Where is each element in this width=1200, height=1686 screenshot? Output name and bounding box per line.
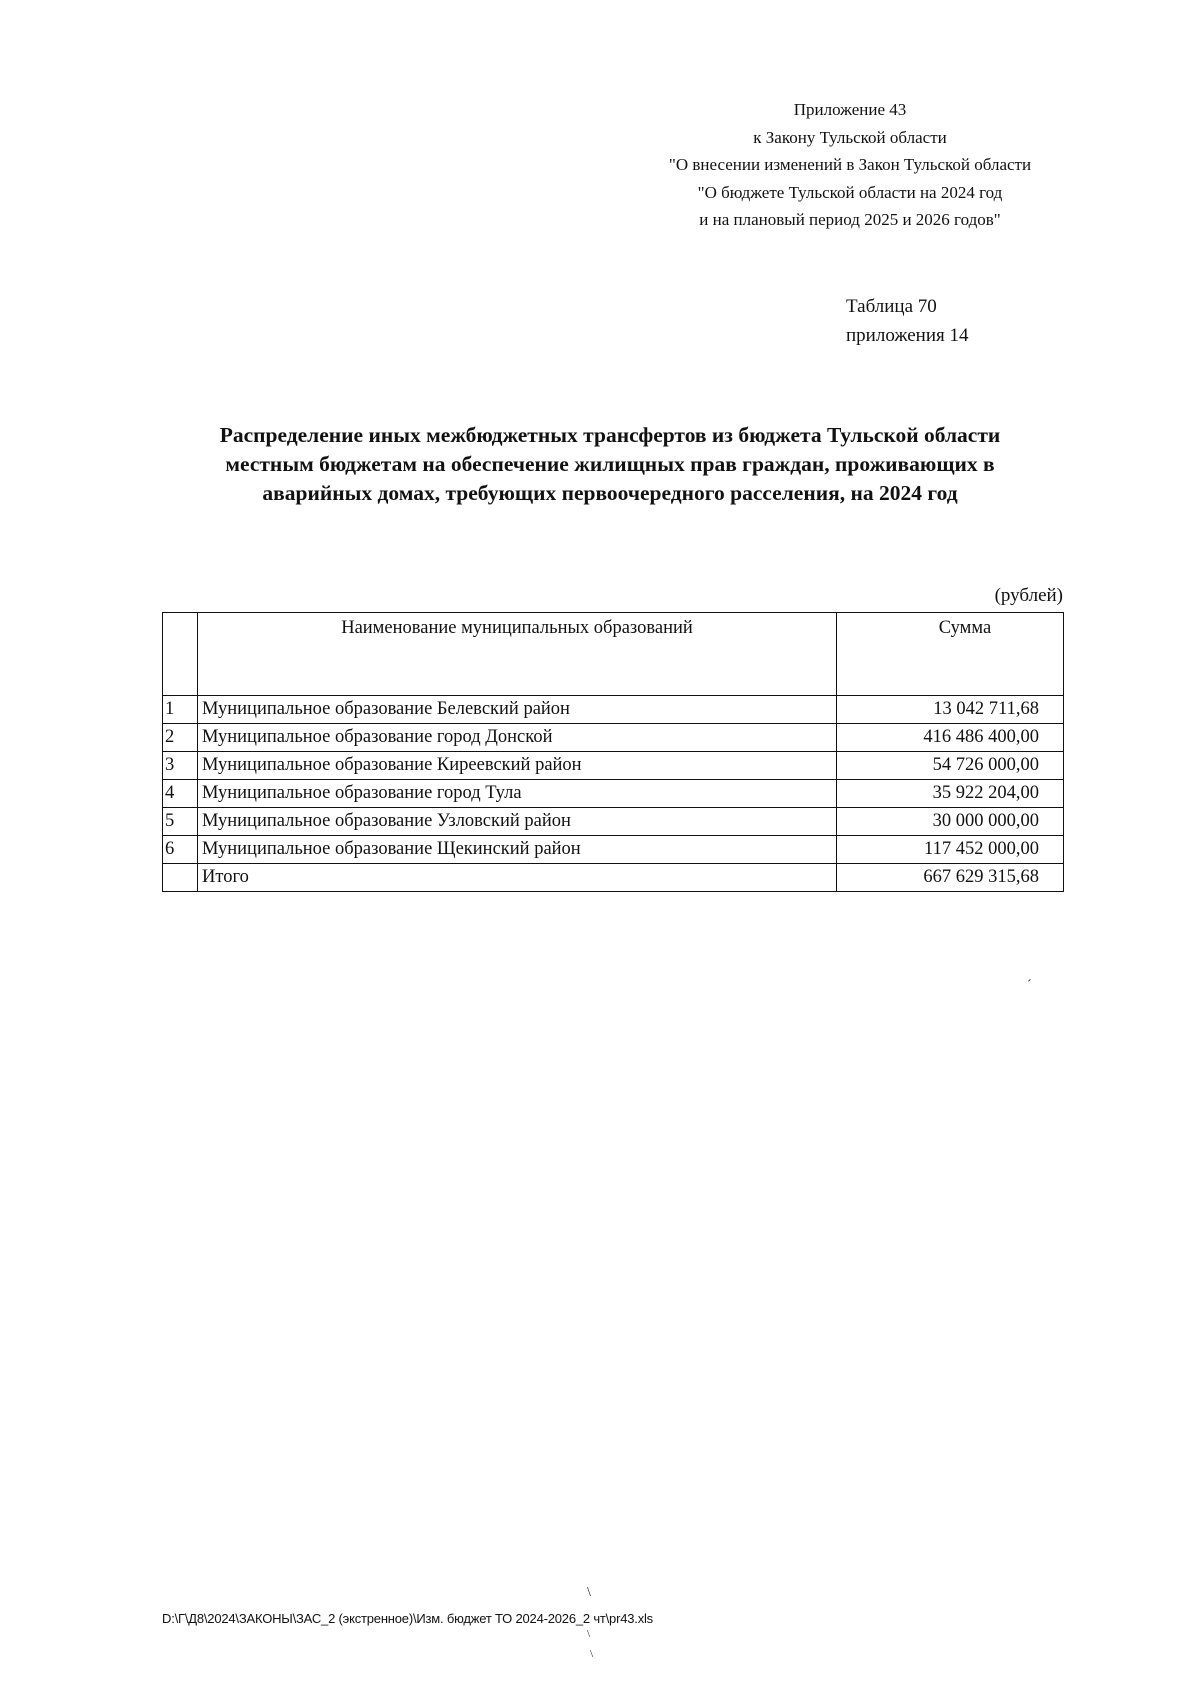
row-name: Муниципальное образование Белевский район: [198, 696, 837, 724]
row-name: Муниципальное образование город Донской: [198, 724, 837, 752]
row-number: 4: [163, 780, 198, 808]
row-number: 1: [163, 696, 198, 724]
appendix-line: "О внесении изменений в Закон Тульской области: [668, 155, 1032, 174]
file-path-footer: D:\Г\Д8\2024\ЗАКОНЫ\ЗАС_2 (экстренное)\Изм. бюджет ТО 2024-2026_2 чт\pr43.xls: [162, 1611, 653, 1626]
header-name-cell: Наименование муниципальных образований: [198, 613, 837, 696]
title-line: местным бюджетам на обеспечение жилищных прав граждан, проживающих в: [225, 452, 995, 476]
row-name: Муниципальное образование Узловский район: [198, 808, 837, 836]
table-row: [163, 808, 1064, 836]
scan-mark: \: [587, 1628, 591, 1640]
total-row: [163, 864, 1064, 892]
total-num-cell: [163, 864, 198, 892]
appendix-header: [600, 96, 1100, 234]
header-sum-cell: Сумма: [837, 613, 1064, 696]
scan-mark: \: [590, 1648, 594, 1660]
row-sum: 54 726 000,00: [837, 752, 1064, 780]
row-sum: 117 452 000,00: [837, 836, 1064, 864]
transfers-table: [162, 612, 1064, 892]
table-row: [163, 724, 1064, 752]
table-number: Таблица 70: [846, 296, 937, 317]
document-title: [150, 421, 1070, 508]
appendix-line: и на плановый период 2025 и 2026 годов": [699, 210, 1001, 229]
row-sum: 35 922 204,00: [837, 780, 1064, 808]
row-name: Муниципальное образование город Тула: [198, 780, 837, 808]
scan-mark: \: [587, 1585, 591, 1600]
title-line: аварийных домах, требующих первоочередного расселения, на 2024 год: [262, 481, 958, 505]
table-header-row: [163, 613, 1064, 696]
row-number: 6: [163, 836, 198, 864]
total-sum: 667 629 315,68: [837, 864, 1064, 892]
row-name: Муниципальное образование Киреевский район: [198, 752, 837, 780]
row-sum: 30 000 000,00: [837, 808, 1064, 836]
currency-unit: (рублей): [994, 585, 1063, 606]
appendix-reference: приложения 14: [846, 325, 969, 346]
table-row: [163, 780, 1064, 808]
row-name: Муниципальное образование Щекинский район: [198, 836, 837, 864]
header-num-cell: [163, 613, 198, 696]
title-line: Распределение иных межбюджетных трансфертов из бюджета Тульской области: [219, 423, 1001, 447]
appendix-line: к Закону Тульской области: [753, 127, 947, 147]
row-number: 3: [163, 752, 198, 780]
table-row: [163, 696, 1064, 724]
table-row: [163, 836, 1064, 864]
scan-mark: ´: [1027, 978, 1032, 993]
table-reference: [846, 292, 968, 350]
total-label: Итого: [198, 864, 837, 892]
row-number: 2: [163, 724, 198, 752]
table-row: [163, 752, 1064, 780]
row-number: 5: [163, 808, 198, 836]
appendix-line: "О бюджете Тульской области на 2024 год: [697, 182, 1003, 202]
row-sum: 13 042 711,68: [837, 696, 1064, 724]
appendix-line: Приложение 43: [793, 100, 907, 119]
row-sum: 416 486 400,00: [837, 724, 1064, 752]
